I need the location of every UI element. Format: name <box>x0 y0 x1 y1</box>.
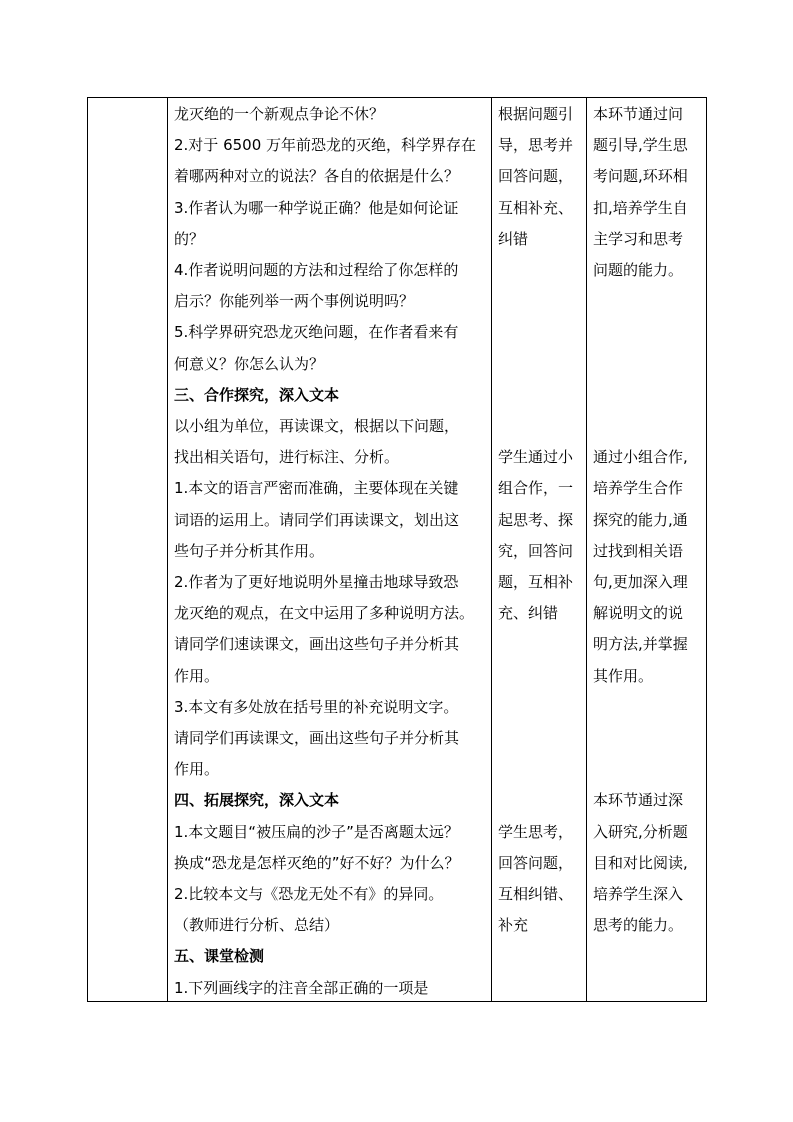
intent-line: 培养学生深入 <box>593 885 684 903</box>
intent-line: 扣,培养学生自 <box>593 198 688 217</box>
activity-line: 导，思考并 <box>498 136 574 155</box>
activity-line: 究，回答问 <box>498 541 574 560</box>
content-line: 以小组为单位，再读课文，根据以下问题， <box>174 417 460 435</box>
stage-column-cell <box>88 98 168 1002</box>
activity-line: 充、纠错 <box>498 604 559 623</box>
content-line: 2.对于 6500 万年前恐龙的灭绝，科学界存在 <box>174 136 477 155</box>
activity-line: 学生思考， <box>498 822 574 841</box>
teaching-content-cell <box>168 98 492 1002</box>
content-line: 找出相关语句，进行标注、分析。 <box>174 448 400 467</box>
content-line: 何意义？你怎么认为？ <box>174 354 325 373</box>
activity-line: 互相补充、 <box>498 198 574 217</box>
content-line: 1.本文的语言严密而准确，主要体现在关键 <box>174 479 459 498</box>
intent-line: 考问题,环环相 <box>593 167 688 186</box>
intent-line: 主学习和思考 <box>593 229 684 248</box>
intent-line: 培养学生合作 <box>593 479 684 498</box>
content-line: （教师进行分析、总结） <box>174 916 340 935</box>
table-row <box>88 98 707 1002</box>
content-line: 词语的运用上。请同学们再读课文，划出这 <box>174 510 460 529</box>
content-line: 作用。 <box>174 666 220 685</box>
activity-line: 组合作，一 <box>498 479 574 498</box>
content-line: 请同学们再读课文，画出这些句子并分析其 <box>174 729 460 747</box>
intent-line: 题引导,学生思 <box>593 136 688 155</box>
content-line: 5.科学界研究恐龙灭绝问题，在作者看来有 <box>174 323 459 342</box>
content-line: 换成“恐龙是怎样灭绝的”好不好？为什么？ <box>174 853 460 872</box>
intent-line: 问题的能力。 <box>593 261 684 279</box>
section-heading: 三、合作探究，深入文本 <box>174 385 340 404</box>
content-line: 1.本文题目“被压扁的沙子”是否离题太远？ <box>174 822 459 841</box>
content-line: 些句子并分析其作用。 <box>174 541 325 560</box>
activity-line: 学生通过小 <box>498 448 574 467</box>
section-heading: 五、课堂检测 <box>174 947 265 966</box>
student-activity-cell <box>492 98 587 1002</box>
content-line: 龙灭绝的观点，在文中运用了多种说明方法。 <box>174 604 475 623</box>
activity-line: 纠错 <box>498 229 529 248</box>
activity-line: 补充 <box>498 916 529 935</box>
intent-line: 明方法,并掌握 <box>593 635 688 654</box>
content-line: 的？ <box>174 229 205 248</box>
activity-line: 回答问题， <box>498 167 574 186</box>
activity-line: 根据问题引 <box>498 105 574 123</box>
lesson-plan-table <box>87 97 707 1002</box>
content-line: 作用。 <box>174 760 220 779</box>
activity-line: 起思考、探 <box>498 510 574 529</box>
section-heading: 四、拓展探究，深入文本 <box>174 791 340 810</box>
content-line: 2.比较本文与《恐龙无处不有》的异同。 <box>174 885 444 903</box>
intent-line: 过找到相关语 <box>593 541 684 560</box>
intent-line: 探究的能力,通 <box>593 510 688 529</box>
intent-line: 通过小组合作, <box>593 448 688 467</box>
intent-line: 思考的能力。 <box>593 916 684 935</box>
content-line: 1.下列画线字的注音全部正确的一项是 <box>174 978 429 997</box>
content-line: 请同学们速读课文，画出这些句子并分析其 <box>174 635 460 654</box>
activity-line: 题，互相补 <box>498 573 574 591</box>
intent-line: 解说明文的说 <box>593 604 684 623</box>
activity-line: 回答问题， <box>498 853 574 872</box>
content-line: 龙灭绝的一个新观点争论不休？ <box>174 105 385 123</box>
content-line: 4.作者说明问题的方法和过程给了你怎样的 <box>174 261 459 279</box>
intent-line: 本环节通过深 <box>593 791 684 810</box>
content-line: 着哪两种对立的说法？各自的依据是什么？ <box>174 167 460 186</box>
intent-line: 本环节通过问 <box>593 105 684 123</box>
design-intent-cell <box>587 98 707 1002</box>
activity-line: 互相纠错、 <box>498 885 574 903</box>
intent-line: 入研究,分析题 <box>593 822 688 841</box>
content-line: 启示？你能列举一两个事例说明吗？ <box>174 292 415 311</box>
intent-line: 其作用。 <box>593 666 654 685</box>
content-line: 2.作者为了更好地说明外星撞击地球导致恐 <box>174 573 459 591</box>
content-line: 3.作者认为哪一种学说正确？他是如何论证 <box>174 198 459 217</box>
content-line: 3.本文有多处放在括号里的补充说明文字。 <box>174 697 459 716</box>
intent-line: 句,更加深入理 <box>593 573 688 591</box>
intent-line: 目和对比阅读, <box>593 853 688 872</box>
